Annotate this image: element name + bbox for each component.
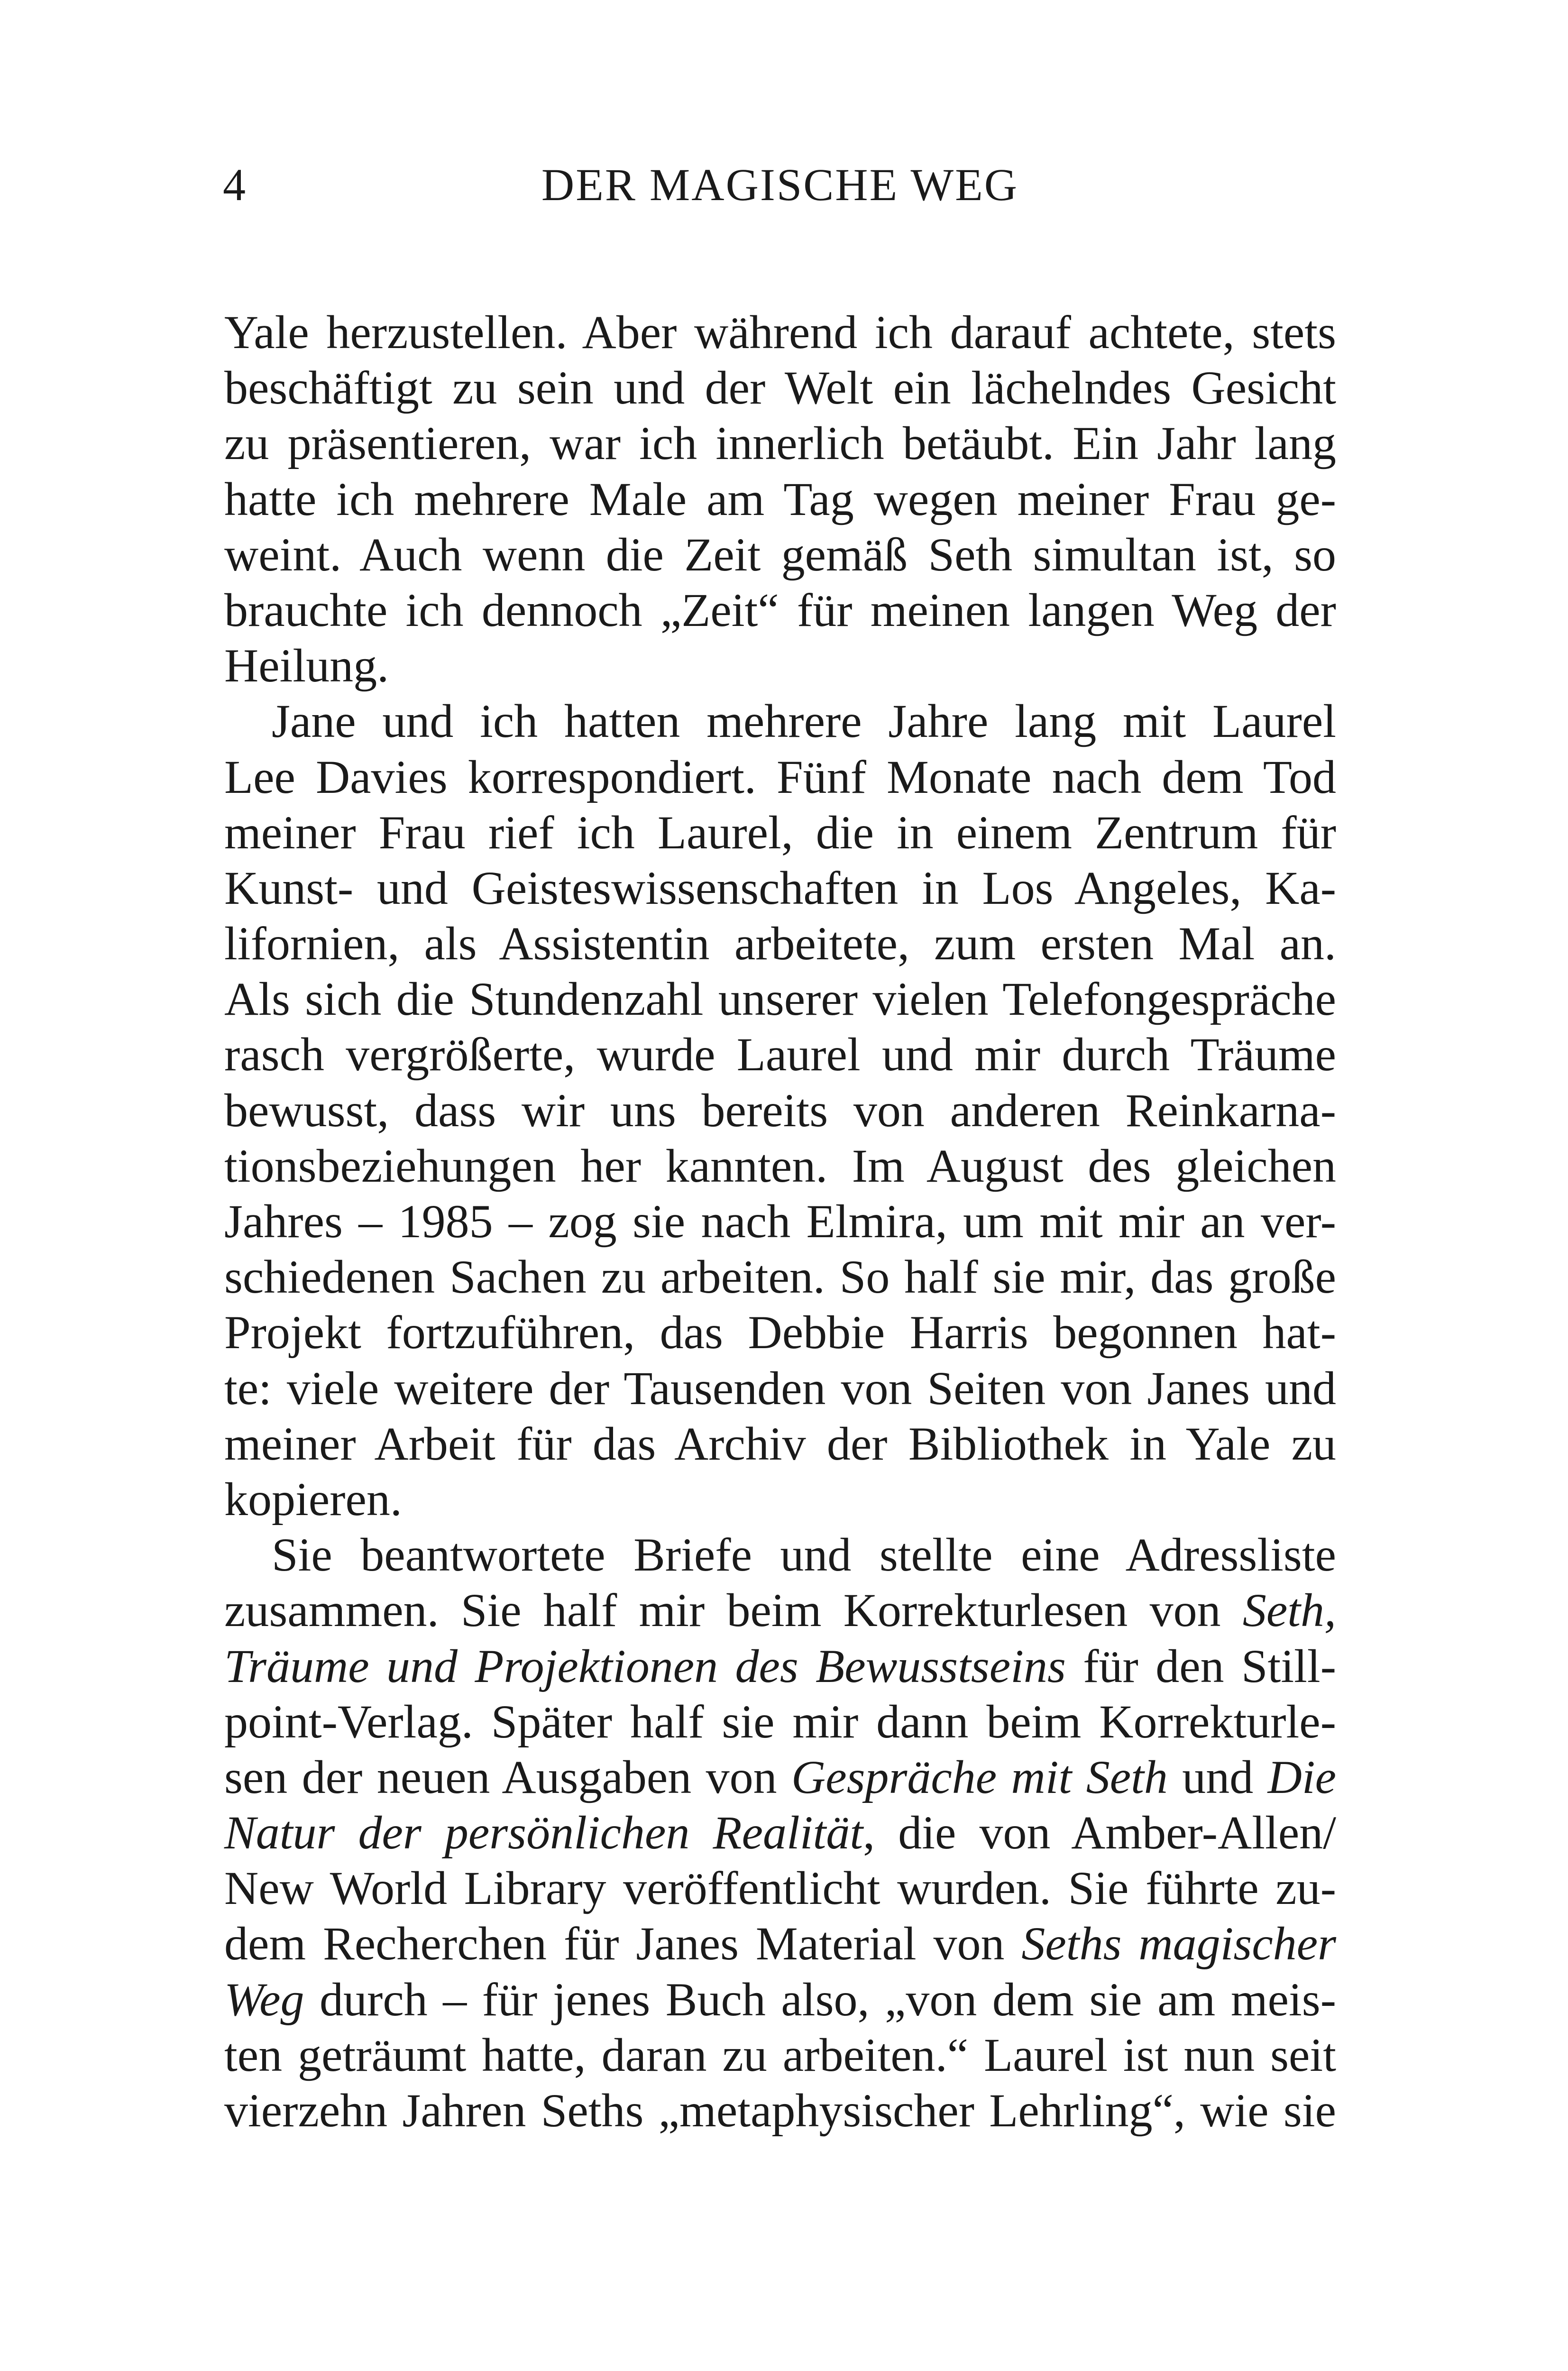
text-line: zu präsentieren, war ich innerlich betäubt. Ein Jahr lang <box>224 417 1336 470</box>
text-line <box>224 1638 1336 1694</box>
text-line: meiner Arbeit für das Archiv der Bibliothek in Yale zu <box>224 1417 1336 1470</box>
page-number: 4 <box>223 159 247 210</box>
italic-title-text: Seth, <box>1242 1584 1336 1637</box>
text-line: Jahres – 1985 – zog sie nach Elmira, um mit mir an ver- <box>224 1195 1336 1248</box>
text-segment: und <box>1167 1750 1268 1803</box>
text-line: schiedenen Sachen zu arbeiten. So half sie mir, das große <box>224 1250 1336 1304</box>
text-line: kopieren. <box>224 1472 402 1526</box>
text-line: Kunst- und Geisteswissenschaften in Los Angeles, Ka- <box>224 861 1336 914</box>
text-line: weint. Auch wenn die Zeit gemäß Seth simultan ist, so <box>224 528 1336 581</box>
italic-title-text: Weg <box>224 1973 304 2026</box>
body-text <box>224 304 1336 2138</box>
text-line: Jane und ich hatten mehrere Jahre lang mit Laurel <box>272 695 1336 748</box>
text-line: Heilung. <box>224 639 389 692</box>
text-line: Sie beantwortete Briefe und stellte eine Adressliste <box>272 1528 1336 1581</box>
italic-title-text: Gespräche mit Seth <box>791 1750 1168 1803</box>
running-title: DER MAGISCHE WEG <box>541 159 1019 210</box>
text-line: ten geträumt hatte, daran zu arbeiten.“ Laurel ist nun seit <box>224 2028 1336 2081</box>
text-line: tionsbeziehungen her kannten. Im August des gleichen <box>224 1139 1336 1192</box>
text-line: rasch vergrößerte, wurde Laurel und mir durch Träume <box>224 1028 1336 1081</box>
text-line <box>224 1749 1336 1805</box>
text-line: New World Library veröffentlicht wurden. Sie führte zu- <box>224 1862 1336 1915</box>
text-line: Als sich die Stundenzahl unserer vielen Telefongespräche <box>224 973 1336 1026</box>
italic-title-text: Träume und Projektionen des Bewusstseins <box>224 1639 1066 1692</box>
text-line: beschäftigt zu sein und der Welt ein lächelndes Gesicht <box>224 361 1336 414</box>
text-line: vierzehn Jahren Seths „metaphysischer Lehrling“, wie sie <box>224 2084 1336 2137</box>
text-line: hatte ich mehrere Male am Tag wegen meiner Frau ge- <box>224 472 1336 525</box>
italic-title-text: Die <box>1267 1750 1337 1803</box>
text-line: lifornien, als Assistentin arbeitete, zum ersten Mal an. <box>224 917 1336 970</box>
text-segment: zusammen. Sie half mir beim Korrekturlesen von <box>224 1584 1243 1637</box>
italic-title-text: Natur der persönlichen Realität <box>224 1806 863 1859</box>
text-line <box>224 1582 1336 1638</box>
text-line: te: viele weitere der Tausenden von Seiten von Janes und <box>224 1361 1336 1415</box>
text-line <box>224 1916 1336 1971</box>
italic-title-text: Seths magischer <box>1021 1917 1337 1970</box>
text-line: Projekt fortzuführen, das Debbie Harris begonnen hat- <box>224 1306 1336 1359</box>
text-segment: sen der neuen Ausgaben von <box>224 1750 791 1803</box>
text-segment: , die von Amber-Allen/ <box>863 1806 1336 1859</box>
text-line: point-Verlag. Später half sie mir dann beim Korrekturle- <box>224 1695 1336 1748</box>
text-line <box>224 1805 1336 1860</box>
text-line: Yale herzustellen. Aber während ich darauf achtete, stets <box>224 306 1336 358</box>
text-line: Lee Davies korrespondiert. Fünf Monate nach dem Tod <box>224 750 1336 803</box>
text-line: meiner Frau rief ich Laurel, die in einem Zentrum für <box>224 806 1336 859</box>
running-head <box>223 156 1337 213</box>
text-segment: für den Still- <box>1065 1639 1336 1692</box>
text-line: brauchte ich dennoch „Zeit“ für meinen langen Weg der <box>224 583 1336 636</box>
text-segment: durch – für jenes Buch also, „von dem sie am meis- <box>304 1973 1336 2026</box>
text-line <box>224 1972 1336 2027</box>
text-line: bewusst, dass wir uns bereits von anderen Reinkarna- <box>224 1084 1336 1137</box>
text-segment: dem Recherchen für Janes Material von <box>224 1917 1022 1970</box>
